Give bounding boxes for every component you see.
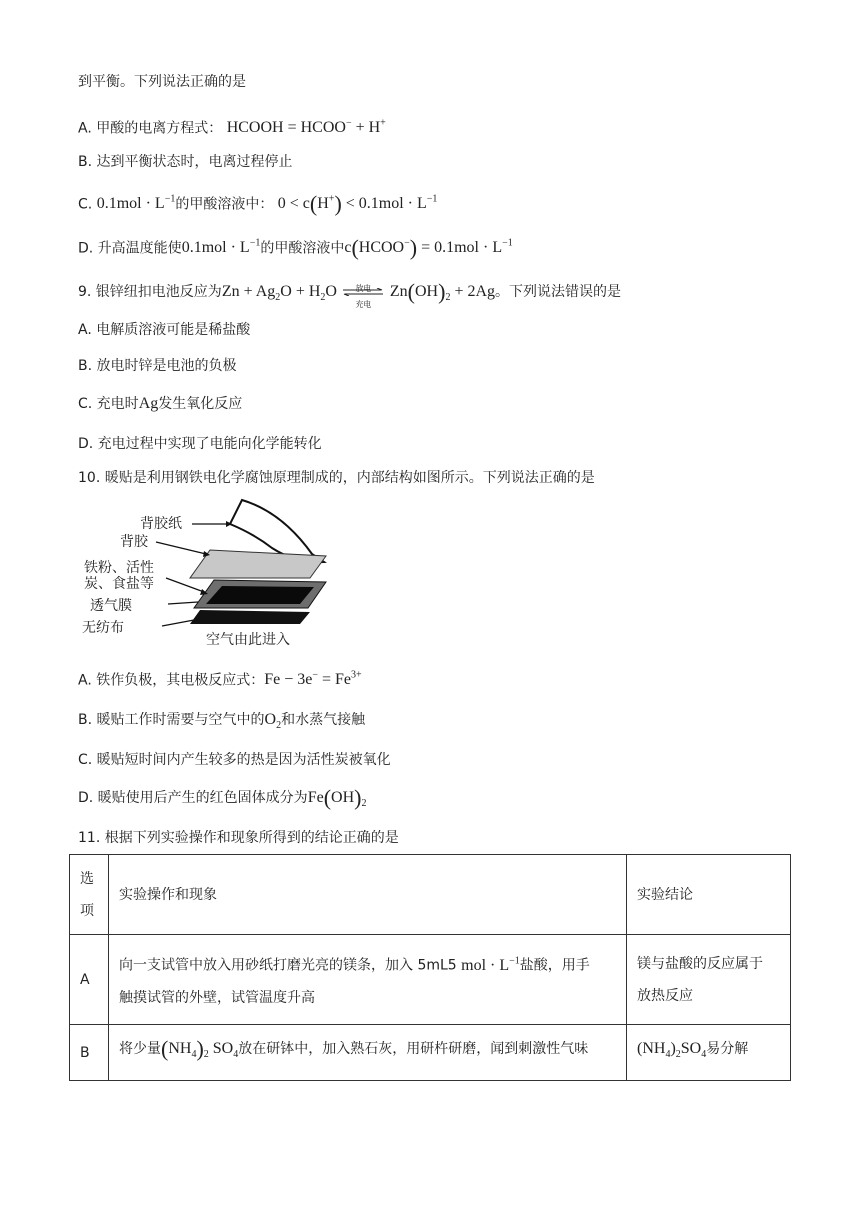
- q8-option-a: A. 甲酸的电离方程式： HCOOH = HCOO− + H+: [78, 118, 386, 137]
- row-a-key: A: [70, 935, 109, 1025]
- q9-option-c: C. 充电时Ag发生氧化反应: [78, 395, 243, 412]
- powder-core-shape: [206, 586, 314, 604]
- q10-option-a: A. 铁作负极，其电极反应式：$Fe - 3e^- = Fe^{3+}$: [78, 670, 362, 689]
- q10-option-d: D. 暖贴使用后产生的红色固体成分为$Fe(OH)_2$: [78, 785, 367, 810]
- table-header-row: [70, 855, 791, 935]
- row-a-conclusion: 镁与盐酸的反应属于 放热反应: [627, 935, 791, 1025]
- hand-warmer-structure-diagram: [82, 494, 342, 650]
- label-film: 透气膜: [90, 598, 132, 614]
- q9-stem: 9. 银锌纽扣电池反应为$Zn + Ag_2O + H_2O$ 放电 充电 $Zn(OH)_2 + 2Ag$。下列说法错误的是: [78, 279, 622, 309]
- experiment-table: [69, 854, 791, 1081]
- label-nonwoven: 无纺布: [82, 620, 124, 636]
- table-row: [70, 935, 791, 1025]
- q9-option-b: B. 放电时锌是电池的负极: [78, 358, 237, 374]
- label-powder-line1: 铁粉、活性: [84, 560, 154, 576]
- q10-stem: 10. 暖贴是利用钢铁电化学腐蚀原理制成的，内部结构如图所示。下列说法正确的是: [78, 470, 595, 486]
- q8-option-c: C. $0.1mol \cdot L^{-1}$的甲酸溶液中： $0 < c(H^+) < 0.1mol \cdot L^{-1}$: [78, 191, 438, 217]
- q11-stem: 11. 根据下列实验操作和现象所得到的结论正确的是: [78, 830, 399, 846]
- reversible-arrow-icon: 放电 充电: [341, 282, 385, 302]
- q8-option-d: D. 升高温度能使$0.1mol \cdot L^{-1}$的甲酸溶液中c(HCOO−) = $0.1mol \cdot L^{-1}$: [78, 235, 513, 261]
- q10-option-b: B. 暖贴工作时需要与空气中的$O_2$和水蒸气接触: [78, 711, 366, 732]
- header-operation-cell: 实验操作和现象: [109, 855, 627, 935]
- table-row: [70, 1025, 791, 1081]
- row-b-conclusion: $(NH_4)_2SO_4$易分解: [627, 1025, 791, 1081]
- q9-option-d: D. 充电过程中实现了电能向化学能转化: [78, 436, 322, 452]
- label-backing-paper: 背胶纸: [140, 516, 182, 532]
- row-b-key: B: [70, 1025, 109, 1081]
- header-conclusion-cell: 实验结论: [627, 855, 791, 935]
- row-b-operation: 将少量$(NH_4)_2$ $SO_4$放在研钵中，加入熟石灰，用研杵研磨，闻到刺激性气味: [109, 1025, 627, 1081]
- header-option-cell: 选 项: [70, 855, 109, 935]
- q9-option-a: A. 电解质溶液可能是稀盐酸: [78, 322, 251, 338]
- label-air-inlet: 空气由此进入: [206, 632, 290, 648]
- row-a-operation: 向一支试管中放入用砂纸打磨光亮的镁条，加入 5mL5 mol · $L^{-1}$盐酸，用手 触摸试管的外壁，试管温度升高: [109, 935, 627, 1025]
- q10-option-c: C. 暖贴短时间内产生较多的热是因为活性炭被氧化: [78, 752, 391, 768]
- q8-option-b: B. 达到平衡状态时，电离过程停止: [78, 154, 293, 170]
- label-glue: 背胶: [120, 534, 148, 550]
- nonwoven-layer-shape: [190, 610, 310, 624]
- q8-stem-tail: 到平衡。下列说法正确的是: [78, 74, 246, 90]
- label-powder-line2: 炭、食盐等: [84, 576, 154, 592]
